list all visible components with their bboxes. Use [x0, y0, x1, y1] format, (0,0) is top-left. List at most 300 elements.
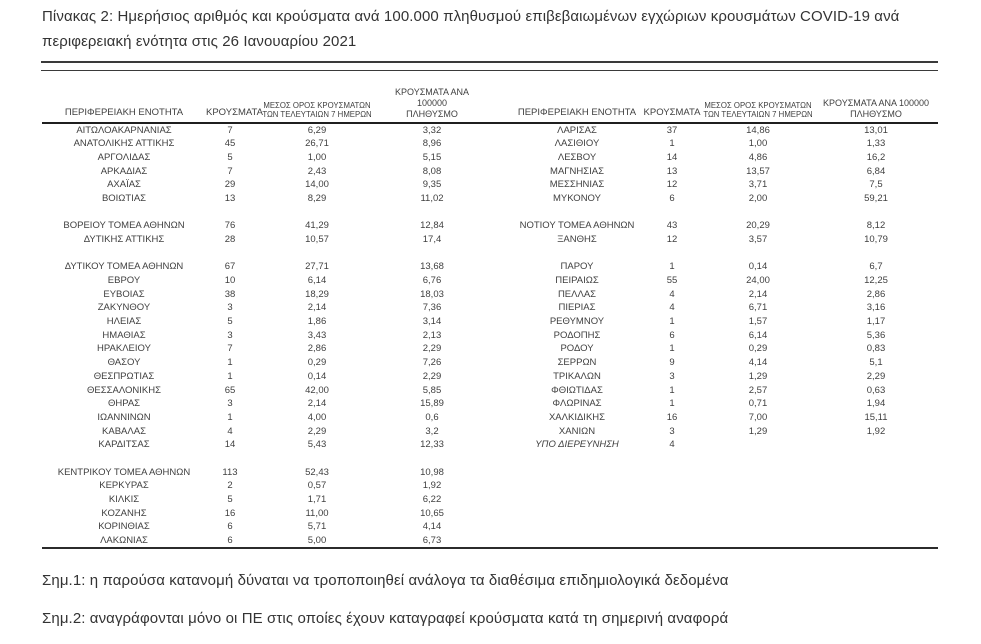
region-cell: ΣΕΡΡΩΝ [557, 357, 597, 369]
region-cell: ΞΑΝΘΗΣ [557, 233, 597, 245]
column-gap [484, 507, 512, 521]
per100k-cell: 17,4 [422, 233, 442, 245]
per100k-cell: 1,17 [866, 316, 886, 328]
per100k-cell: 8,96 [422, 138, 442, 150]
per100k-cell: 10,79 [864, 233, 888, 245]
cases-cell: 67 [224, 261, 236, 273]
region-cell: ΑΡΚΑΔΙΑΣ [100, 165, 148, 177]
per100k-cell: 12,25 [864, 275, 888, 287]
per100k-cell: 3,32 [422, 124, 442, 136]
cases-cell: 16 [224, 507, 236, 519]
table-row [42, 534, 938, 548]
per100k-cell: 11,02 [420, 192, 444, 204]
cases-cell: 13 [666, 165, 678, 177]
table-row [42, 520, 938, 534]
region-cell: ΛΕΣΒΟΥ [557, 151, 597, 163]
avg7-cell: 6,14 [748, 329, 768, 341]
cases-cell: 3 [227, 329, 233, 341]
region-cell: ΥΠΟ ΔΙΕΡΕΥΝΗΣΗ [535, 439, 619, 451]
cases-cell: 2 [227, 480, 233, 492]
region-cell: ΚΕΝΤΡΙΚΟΥ ΤΟΜΕΑ ΑΘΗΝΩΝ [57, 466, 191, 478]
column-gap [484, 178, 512, 192]
table-row [42, 356, 938, 370]
table-body [42, 123, 938, 547]
per100k-cell [814, 438, 938, 452]
per100k-cell: 2,29 [422, 370, 442, 382]
per100k-cell: 13,68 [420, 261, 444, 273]
column-gap [484, 123, 512, 137]
avg7-cell: 2,57 [748, 384, 768, 396]
column-gap [484, 329, 512, 343]
region-cell: ΗΜΑΘΙΑΣ [102, 329, 146, 341]
header-per100k-line1: ΚΡΟΥΣΜΑΤΑ ΑΝΑ 100000 [395, 87, 469, 108]
region-cell: ΙΩΑΝΝΙΝΩΝ [97, 411, 151, 423]
region-cell: ΔΥΤΙΚΗΣ ΑΤΤΙΚΗΣ [83, 233, 165, 245]
avg7-cell: 1,00 [748, 138, 768, 150]
avg7-cell: 26,71 [305, 138, 329, 150]
per100k-cell: 10,65 [420, 507, 444, 519]
region-cell: ΘΗΡΑΣ [107, 398, 141, 410]
region-cell: ΔΥΤΙΚΟΥ ΤΟΜΕΑ ΑΘΗΝΩΝ [64, 261, 184, 273]
region-cell: ΦΘΙΩΤΙΔΑΣ [551, 384, 603, 396]
per100k-cell [814, 206, 938, 220]
column-gap [484, 288, 512, 302]
table-row [42, 274, 938, 288]
title-separator-rule [41, 61, 938, 71]
cases-cell: 6 [227, 521, 233, 533]
avg7-cell: 3,43 [307, 329, 327, 341]
region-cell [42, 247, 206, 261]
table-row [42, 438, 938, 452]
avg7-cell [254, 452, 380, 466]
cases-cell: 1 [669, 398, 675, 410]
table-row [42, 123, 938, 137]
region-cell: ΠΕΛΛΑΣ [557, 288, 597, 300]
cases-cell: 38 [224, 288, 236, 300]
header-per100k-right [814, 87, 938, 123]
region-cell: ΧΑΛΚΙΔΙΚΗΣ [548, 411, 606, 423]
covid-cases-table [42, 87, 938, 549]
per100k-cell: 1,33 [866, 138, 886, 150]
header-avg7-line2: ΤΩΝ ΤΕΛΕΥΤΑΙΩΝ 7 ΗΜΕΡΩΝ [703, 110, 813, 120]
header-avg7-line1: ΜΕΣΟΣ ΟΡΟΣ ΚΡΟΥΣΜΑΤΩΝ [704, 100, 812, 110]
region-cell: ΠΕΙΡΑΙΩΣ [555, 275, 599, 287]
footnote-1: Σημ.1: η παρούσα κατανομή δύναται να τροποποιηθεί ανάλογα τα διαθέσιμα επιδημιολογικά δεδομένα [42, 572, 729, 589]
table-row [42, 164, 938, 178]
cases-cell: 28 [224, 233, 236, 245]
region-cell [512, 452, 642, 466]
cases-cell: 12 [666, 179, 678, 191]
region-cell: ΡΕΘΥΜΝΟΥ [549, 316, 605, 328]
header-per100k-line1: ΚΡΟΥΣΜΑΤΑ ΑΝΑ 100000 [823, 97, 929, 108]
cases-cell: 6 [669, 329, 675, 341]
avg7-cell: 18,29 [305, 288, 329, 300]
avg7-cell [702, 247, 814, 261]
avg7-cell: 0,14 [748, 261, 768, 273]
cases-cell: 9 [669, 357, 675, 369]
cases-cell [642, 247, 702, 261]
per100k-cell [814, 520, 938, 534]
avg7-cell [254, 206, 380, 220]
region-cell: ΝΟΤΙΟΥ ΤΟΜΕΑ ΑΘΗΝΩΝ [519, 220, 635, 232]
region-cell: ΚΑΒΑΛΑΣ [102, 425, 146, 437]
cases-cell: 12 [666, 233, 678, 245]
table-row [42, 507, 938, 521]
cases-cell: 4 [669, 439, 675, 451]
cases-cell: 1 [669, 384, 675, 396]
cases-cell [642, 507, 702, 521]
avg7-cell: 13,57 [746, 165, 770, 177]
per100k-cell [814, 466, 938, 480]
table-row [42, 425, 938, 439]
header-region-right [512, 87, 642, 123]
header-per100k-left [380, 87, 484, 123]
per100k-cell: 6,73 [422, 534, 442, 546]
per100k-cell: 6,84 [866, 165, 886, 177]
table-row [42, 288, 938, 302]
cases-cell: 3 [669, 370, 675, 382]
header-cases-label: ΚΡΟΥΣΜΑΤΑ [643, 107, 701, 119]
avg7-cell: 41,29 [305, 220, 329, 232]
per100k-cell: 6,76 [422, 275, 442, 287]
avg7-cell [702, 507, 814, 521]
region-cell: ΜΕΣΣΗΝΙΑΣ [549, 179, 605, 191]
table-row [42, 479, 938, 493]
per100k-cell: 15,89 [420, 398, 444, 410]
avg7-cell: 0,57 [307, 480, 327, 492]
region-cell: ΕΒΡΟΥ [107, 275, 141, 287]
region-cell: ΡΟΔΟΠΗΣ [553, 329, 601, 341]
cases-cell: 113 [222, 466, 238, 478]
region-cell: ΗΡΑΚΛΕΙΟΥ [97, 343, 151, 355]
table-row [42, 370, 938, 384]
column-gap [484, 383, 512, 397]
per100k-cell: 5,15 [422, 151, 442, 163]
header-per100k-line2: ΠΛΗΘΥΣΜΟ [850, 108, 902, 119]
region-cell: ΕΥΒΟΙΑΣ [103, 288, 145, 300]
cases-cell [642, 493, 702, 507]
region-cell: ΤΡΙΚΑΛΩΝ [553, 370, 601, 382]
cases-cell: 4 [669, 288, 675, 300]
column-gap [484, 452, 512, 466]
avg7-cell: 0,71 [748, 398, 768, 410]
cases-cell: 10 [224, 275, 236, 287]
region-cell: ΖΑΚΥΝΘΟΥ [97, 302, 151, 314]
region-cell: ΡΟΔΟΥ [560, 343, 594, 355]
per100k-cell: 8,12 [866, 220, 886, 232]
cases-cell: 4 [227, 425, 233, 437]
per100k-cell: 5,1 [869, 357, 883, 369]
per100k-cell: 6,7 [869, 261, 883, 273]
avg7-cell: 2,00 [748, 192, 768, 204]
cases-cell: 3 [669, 425, 675, 437]
avg7-cell: 3,57 [748, 233, 768, 245]
table-row [42, 383, 938, 397]
header-per100k-line2: ΠΛΗΘΥΣΜΟ [406, 108, 458, 119]
per100k-cell: 2,29 [422, 343, 442, 355]
cases-cell: 3 [227, 302, 233, 314]
per100k-cell: 1,94 [866, 398, 886, 410]
table-row [42, 397, 938, 411]
table-row [42, 493, 938, 507]
avg7-cell [702, 520, 814, 534]
table-row [42, 315, 938, 329]
avg7-cell [254, 247, 380, 261]
column-gap [484, 479, 512, 493]
per100k-cell: 2,13 [422, 329, 442, 341]
cases-cell: 43 [666, 220, 678, 232]
per100k-cell: 1,92 [422, 480, 442, 492]
cases-cell: 7 [227, 165, 233, 177]
table-row [42, 178, 938, 192]
region-cell: ΠΑΡΟΥ [560, 261, 594, 273]
avg7-cell: 2,43 [307, 165, 327, 177]
avg7-cell: 8,29 [307, 192, 327, 204]
table-row [42, 151, 938, 165]
per100k-cell: 13,01 [864, 124, 888, 136]
region-cell [42, 452, 206, 466]
avg7-cell [702, 452, 814, 466]
per100k-cell: 6,22 [422, 494, 442, 506]
column-gap [484, 219, 512, 233]
cases-cell: 4 [669, 302, 675, 314]
cases-cell: 1 [227, 411, 233, 423]
header-avg7-line1: ΜΕΣΟΣ ΟΡΟΣ ΚΡΟΥΣΜΑΤΩΝ [263, 100, 371, 110]
avg7-cell: 3,71 [748, 179, 768, 191]
column-gap [484, 164, 512, 178]
region-cell: ΑΡΓΟΛΙΔΑΣ [97, 151, 151, 163]
cases-cell: 55 [666, 275, 678, 287]
avg7-cell: 5,43 [307, 439, 327, 451]
table-row [42, 301, 938, 315]
column-gap [484, 315, 512, 329]
table-row [42, 137, 938, 151]
column-gap [484, 137, 512, 151]
column-gap [484, 466, 512, 480]
table-row [42, 466, 938, 480]
region-cell: ΠΙΕΡΙΑΣ [558, 302, 596, 314]
column-gap [484, 342, 512, 356]
header-avg7-line2: ΤΩΝ ΤΕΛΕΥΤΑΙΩΝ 7 ΗΜΕΡΩΝ [262, 110, 372, 120]
region-cell: ΘΑΣΟΥ [107, 357, 141, 369]
per100k-cell [380, 247, 484, 261]
avg7-cell: 4,14 [748, 357, 768, 369]
column-gap [484, 411, 512, 425]
per100k-cell: 5,85 [422, 384, 442, 396]
avg7-cell: 4,00 [307, 411, 327, 423]
region-cell: ΘΕΣΠΡΩΤΙΑΣ [93, 370, 155, 382]
column-gap [484, 233, 512, 247]
column-gap [484, 206, 512, 220]
per100k-cell [814, 479, 938, 493]
per100k-cell: 59,21 [864, 192, 888, 204]
avg7-cell [702, 438, 814, 452]
region-cell [512, 493, 642, 507]
per100k-cell: 7,26 [422, 357, 442, 369]
cases-cell [642, 452, 702, 466]
header-cases-left [206, 87, 263, 123]
header-region-label: ΠΕΡΙΦΕΡΕΙΑΚΗ ΕΝΟΤΗΤΑ [64, 107, 184, 119]
cases-cell: 5 [227, 494, 233, 506]
avg7-cell: 5,00 [307, 534, 327, 546]
avg7-cell: 1,29 [748, 425, 768, 437]
avg7-cell: 14,00 [305, 179, 329, 191]
region-cell: ΑΙΤΩΛΟΑΚΑΡΝΑΝΙΑΣ [76, 124, 172, 136]
region-cell: ΘΕΣΣΑΛΟΝΙΚΗΣ [87, 384, 161, 396]
region-cell: ΛΑΡΙΣΑΣ [557, 124, 597, 136]
per100k-cell: 4,14 [422, 521, 442, 533]
region-cell: ΑΧΑΪΑΣ [107, 179, 141, 191]
per100k-cell: 15,11 [864, 411, 888, 423]
header-gap [484, 87, 512, 123]
region-cell: ΧΑΝΙΩΝ [558, 425, 596, 437]
table-row [42, 329, 938, 343]
region-cell [512, 247, 642, 261]
avg7-cell: 2,29 [307, 425, 327, 437]
avg7-cell [702, 479, 814, 493]
cases-cell [206, 452, 254, 466]
column-gap [484, 425, 512, 439]
per100k-cell: 3,2 [425, 425, 439, 437]
per100k-cell: 12,84 [420, 220, 444, 232]
column-gap [484, 397, 512, 411]
per100k-cell: 7,36 [422, 302, 442, 314]
avg7-cell: 0,29 [748, 343, 768, 355]
cases-cell: 1 [669, 343, 675, 355]
avg7-cell: 2,14 [748, 288, 768, 300]
per100k-cell: 2,29 [866, 370, 886, 382]
region-cell [512, 206, 642, 220]
region-cell: ΒΟΙΩΤΙΑΣ [101, 192, 147, 204]
table-row [42, 411, 938, 425]
table-title: Πίνακας 2: Ημερήσιος αριθμός και κρούσματα ανά 100.000 πληθυσμού επιβεβαιωμένων εγχώριων κρουσμάτων COVID-19 ανά περιφερειακή ενότητα στις 26 Ιανουαρίου 2021 [42, 8, 900, 50]
avg7-cell: 6,14 [307, 275, 327, 287]
per100k-cell [814, 507, 938, 521]
region-cell [512, 466, 642, 480]
per100k-cell: 0,83 [866, 343, 886, 355]
avg7-cell: 1,57 [748, 316, 768, 328]
avg7-cell: 2,14 [307, 398, 327, 410]
cases-cell: 1 [227, 357, 233, 369]
column-gap [484, 438, 512, 452]
avg7-cell [702, 493, 814, 507]
cases-cell: 1 [669, 316, 675, 328]
header-row [42, 87, 938, 123]
per100k-cell: 1,92 [866, 425, 886, 437]
column-gap [484, 534, 512, 548]
cases-cell: 6 [227, 534, 233, 546]
cases-cell: 29 [224, 179, 236, 191]
cases-cell: 7 [227, 343, 233, 355]
table-row [42, 192, 938, 206]
cases-cell [206, 247, 254, 261]
column-gap [484, 301, 512, 315]
cases-cell: 7 [227, 124, 233, 136]
cases-cell: 1 [227, 370, 233, 382]
cases-cell: 76 [224, 220, 236, 232]
region-cell: ΚΑΡΔΙΤΣΑΣ [98, 439, 150, 451]
avg7-cell: 14,86 [746, 124, 770, 136]
per100k-cell: 12,33 [420, 439, 444, 451]
footnote-2: Σημ.2: αναγράφονται μόνο οι ΠΕ στις οποίες έχουν καταγραφεί κρούσματα κατά τη σημερινή αναφορά [42, 610, 729, 627]
avg7-cell: 27,71 [305, 261, 329, 273]
per100k-cell: 3,16 [866, 302, 886, 314]
region-cell: ΛΑΚΩΝΙΑΣ [100, 534, 148, 546]
avg7-cell [702, 206, 814, 220]
cases-cell [642, 520, 702, 534]
region-cell: ΜΥΚΟΝΟΥ [553, 192, 601, 204]
table-row [42, 206, 938, 220]
per100k-cell: 0,63 [866, 384, 886, 396]
avg7-cell: 5,71 [307, 521, 327, 533]
avg7-cell: 0,29 [307, 357, 327, 369]
header-avg7-left [254, 87, 380, 123]
column-gap [484, 260, 512, 274]
per100k-cell: 10,98 [420, 466, 444, 478]
avg7-cell: 2,86 [307, 343, 327, 355]
cases-cell: 5 [227, 316, 233, 328]
header-cases-right [642, 87, 702, 123]
header-region-label: ΠΕΡΙΦΕΡΕΙΑΚΗ ΕΝΟΤΗΤΑ [517, 107, 637, 119]
per100k-cell: 16,2 [866, 151, 886, 163]
cases-cell: 37 [666, 124, 678, 136]
header-avg7-right [702, 87, 814, 123]
avg7-cell: 10,57 [305, 233, 329, 245]
cases-cell [642, 534, 702, 548]
avg7-cell: 6,71 [748, 302, 768, 314]
per100k-cell [380, 206, 484, 220]
cases-cell: 65 [224, 384, 236, 396]
avg7-cell: 42,00 [305, 384, 329, 396]
avg7-cell: 11,00 [305, 507, 329, 519]
column-gap [484, 356, 512, 370]
header-cases-label: ΚΡΟΥΣΜΑΤΑ [206, 107, 263, 119]
per100k-cell [380, 452, 484, 466]
table-row [42, 260, 938, 274]
avg7-cell: 1,29 [748, 370, 768, 382]
per100k-cell: 18,03 [420, 288, 444, 300]
per100k-cell [814, 534, 938, 548]
per100k-cell: 8,08 [422, 165, 442, 177]
region-cell: ΜΑΓΝΗΣΙΑΣ [550, 165, 604, 177]
table-row [42, 342, 938, 356]
table-row [42, 219, 938, 233]
cases-cell: 13 [224, 192, 236, 204]
column-gap [484, 274, 512, 288]
cases-cell [642, 479, 702, 493]
column-gap [484, 247, 512, 261]
region-cell: ΚΟΖΑΝΗΣ [101, 507, 147, 519]
region-cell: ΒΟΡΕΙΟΥ ΤΟΜΕΑ ΑΘΗΝΩΝ [63, 220, 185, 232]
cases-cell [642, 466, 702, 480]
avg7-cell [702, 466, 814, 480]
column-gap [484, 493, 512, 507]
column-gap [484, 370, 512, 384]
cases-cell: 45 [224, 138, 236, 150]
avg7-cell: 0,14 [307, 370, 327, 382]
region-cell: ΚΕΡΚΥΡΑΣ [99, 480, 149, 492]
region-cell [512, 507, 642, 521]
per100k-cell [814, 452, 938, 466]
cases-cell [206, 206, 254, 220]
cases-cell: 14 [666, 151, 678, 163]
region-cell: ΛΑΣΙΘΙΟΥ [554, 138, 600, 150]
per100k-cell: 3,14 [422, 316, 442, 328]
region-cell: ΚΙΛΚΙΣ [108, 494, 140, 506]
header-region-left [42, 87, 206, 123]
table-row [42, 247, 938, 261]
per100k-cell [814, 493, 938, 507]
